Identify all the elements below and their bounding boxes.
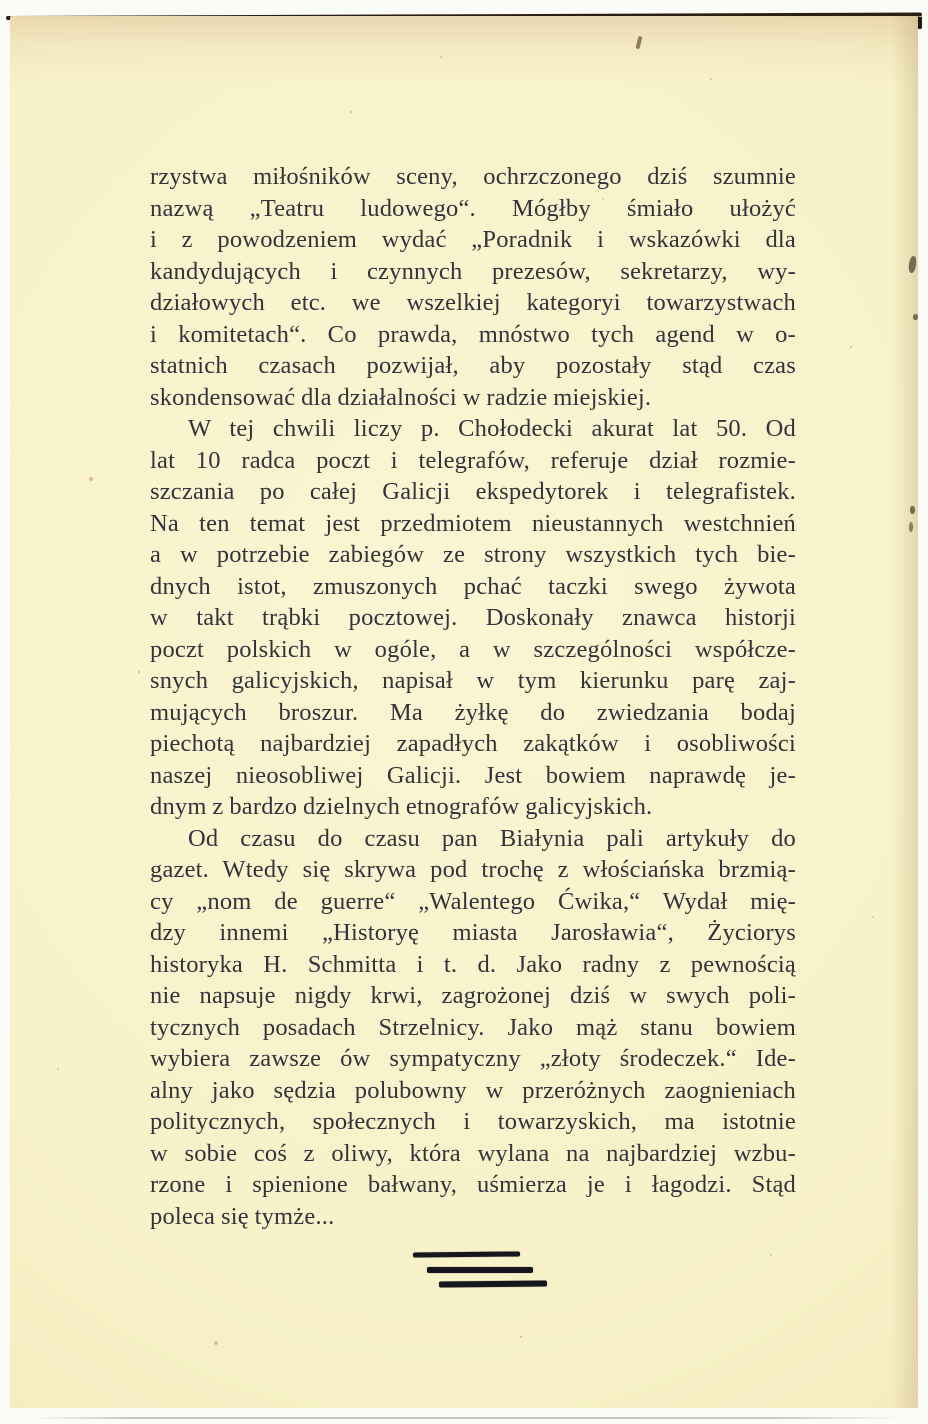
- text-line: nie napsuje nigdy krwi, zagrożonej dziś w swych poli-: [150, 982, 796, 1009]
- text-line: szczania po całej Galicji ekspedytorek i telegrafistek.: [150, 478, 796, 505]
- text-line: w sobie coś z oliwy, która wylana na najbardziej wzbu-: [150, 1139, 796, 1167]
- text-line: piechotą najbardziej zapadłych zakątków i osobliwości: [150, 730, 796, 757]
- paragraph-3: [150, 823, 796, 1233]
- divider-bar: [413, 1251, 520, 1257]
- text-line: a w potrzebie zabiegów ze strony wszystkich tych bie-: [150, 541, 796, 568]
- text-line: dzy innemi „Historyę miasta Jarosławia“, Życiorys: [150, 919, 796, 946]
- edge-smudge: [908, 256, 917, 274]
- text-line: i z powodzeniem wydać „Poradnik i wskazówki dla: [150, 226, 796, 253]
- text-line: mujących broszur. Ma żyłkę do zwiedzania bodaj: [150, 698, 796, 726]
- paragraph-1: [150, 161, 796, 413]
- page-text: [150, 161, 796, 1232]
- text-line: poczt polskich w ogóle, a w szczególności współcze-: [150, 635, 796, 663]
- text-line: W tej chwili liczy p. Chołodecki akurat lat 50. Od: [188, 415, 796, 442]
- text-line: alny jako sędzia polubowny w przeróżnych zaognieniach: [150, 1076, 796, 1104]
- paper-specks: [10, 16, 12, 18]
- text-line: poleca się tymże...: [150, 1202, 335, 1230]
- text-line: Na ten temat jest przedmiotem nieustannych westchnień: [150, 509, 796, 537]
- text-line: snych galicyjskich, napisał w tym kierunku parę zaj-: [150, 667, 796, 694]
- text-line: wybiera zawsze ów sympatyczny „złoty środeczek.“ Ide-: [150, 1045, 796, 1072]
- edge-smudge: [910, 506, 915, 514]
- text-line: działowych etc. we wszelkiej kategoryi towarzystwach: [150, 289, 796, 316]
- text-line: dnych istot, zmuszonych pchać taczki swego żywota: [150, 572, 796, 600]
- text-line: lat 10 radca poczt i telegrafów, referuje dział rozmie-: [150, 446, 796, 474]
- section-end-divider: [413, 1252, 563, 1294]
- text-line: dnym z bardzo dzielnych etnografów galicyjskich.: [150, 793, 653, 820]
- divider-bar: [427, 1267, 533, 1273]
- ink-speck: [635, 36, 642, 50]
- text-line: Od czasu do czasu pan Białynia pali artykuły do: [188, 824, 796, 852]
- text-line: gazet. Wtedy się skrywa pod trochę z włościańska brzmią-: [150, 856, 796, 883]
- paragraph-2: [150, 413, 796, 823]
- edge-smudge: [913, 314, 918, 320]
- edge-smudge: [909, 522, 913, 532]
- text-line: statnich czasach pozwijał, aby pozostały stąd czas: [150, 352, 796, 379]
- text-line: nazwą „Teatru ludowego“. Mógłby śmiało ułożyć: [150, 194, 796, 222]
- text-line: historyka H. Schmitta i t. d. Jako radny z pewnością: [150, 950, 796, 978]
- text-line: naszej nieosobliwej Galicji. Jest bowiem naprawdę je-: [150, 761, 796, 789]
- text-line: rzystwa miłośników sceny, ochrzczonego dziś szumnie: [150, 163, 796, 190]
- divider-bar: [439, 1281, 547, 1288]
- text-line: cy „nom de guerre“ „Walentego Ćwika,“ Wydał mię-: [150, 887, 796, 915]
- text-line: w takt trąbki pocztowej. Doskonały znawca historji: [150, 604, 796, 631]
- text-line: i komitetach“. Co prawda, mnóstwo tych agend w o-: [150, 320, 796, 348]
- text-line: kandydujących i czynnych prezesów, sekretarzy, wy-: [150, 257, 796, 285]
- text-line: rzone i spienione bałwany, uśmierza je i łagodzi. Stąd: [150, 1171, 796, 1198]
- book-page: [10, 16, 918, 1408]
- text-line: skondensować dla działalności w radzie miejskiej.: [150, 383, 652, 411]
- text-line: tycznych posadach Strzelnicy. Jako mąż stanu bowiem: [150, 1013, 796, 1041]
- scanner-bottom-line: [30, 1417, 905, 1419]
- text-line: politycznych, społecznych i towarzyskich, ma istotnie: [150, 1108, 796, 1135]
